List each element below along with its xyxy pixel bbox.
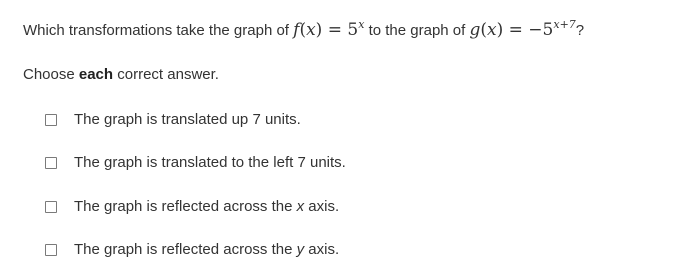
question-prefix: Which transformations take the graph of [23, 22, 294, 39]
answer-option-label: The graph is translated up 7 units. [74, 111, 301, 128]
checkbox[interactable] [45, 201, 57, 213]
answer-option-4[interactable] [45, 240, 339, 260]
checkbox[interactable] [45, 114, 57, 126]
answer-option-1[interactable] [45, 110, 301, 130]
instruction-emphasis: each [78, 66, 114, 83]
question-middle: to the graph of [364, 22, 470, 39]
instruction-text: Choose each correct answer. [23, 66, 219, 83]
answer-option-2[interactable] [45, 153, 346, 173]
question-text [23, 20, 584, 41]
answer-option-label: The graph is reflected across the y axis. [74, 241, 340, 258]
question-suffix: ? [575, 22, 585, 39]
function-g: $g(x) = -5^{x+7}$ [469, 18, 576, 40]
answer-option-label: The graph is translated to the left 7 units. [74, 154, 346, 171]
answer-option-label: The graph is reflected across the x axis. [74, 198, 340, 215]
answer-option-3[interactable] [45, 197, 339, 217]
checkbox[interactable] [45, 244, 57, 256]
function-f: $f(x) = 5^x$ [293, 18, 365, 40]
checkbox[interactable] [45, 157, 57, 169]
